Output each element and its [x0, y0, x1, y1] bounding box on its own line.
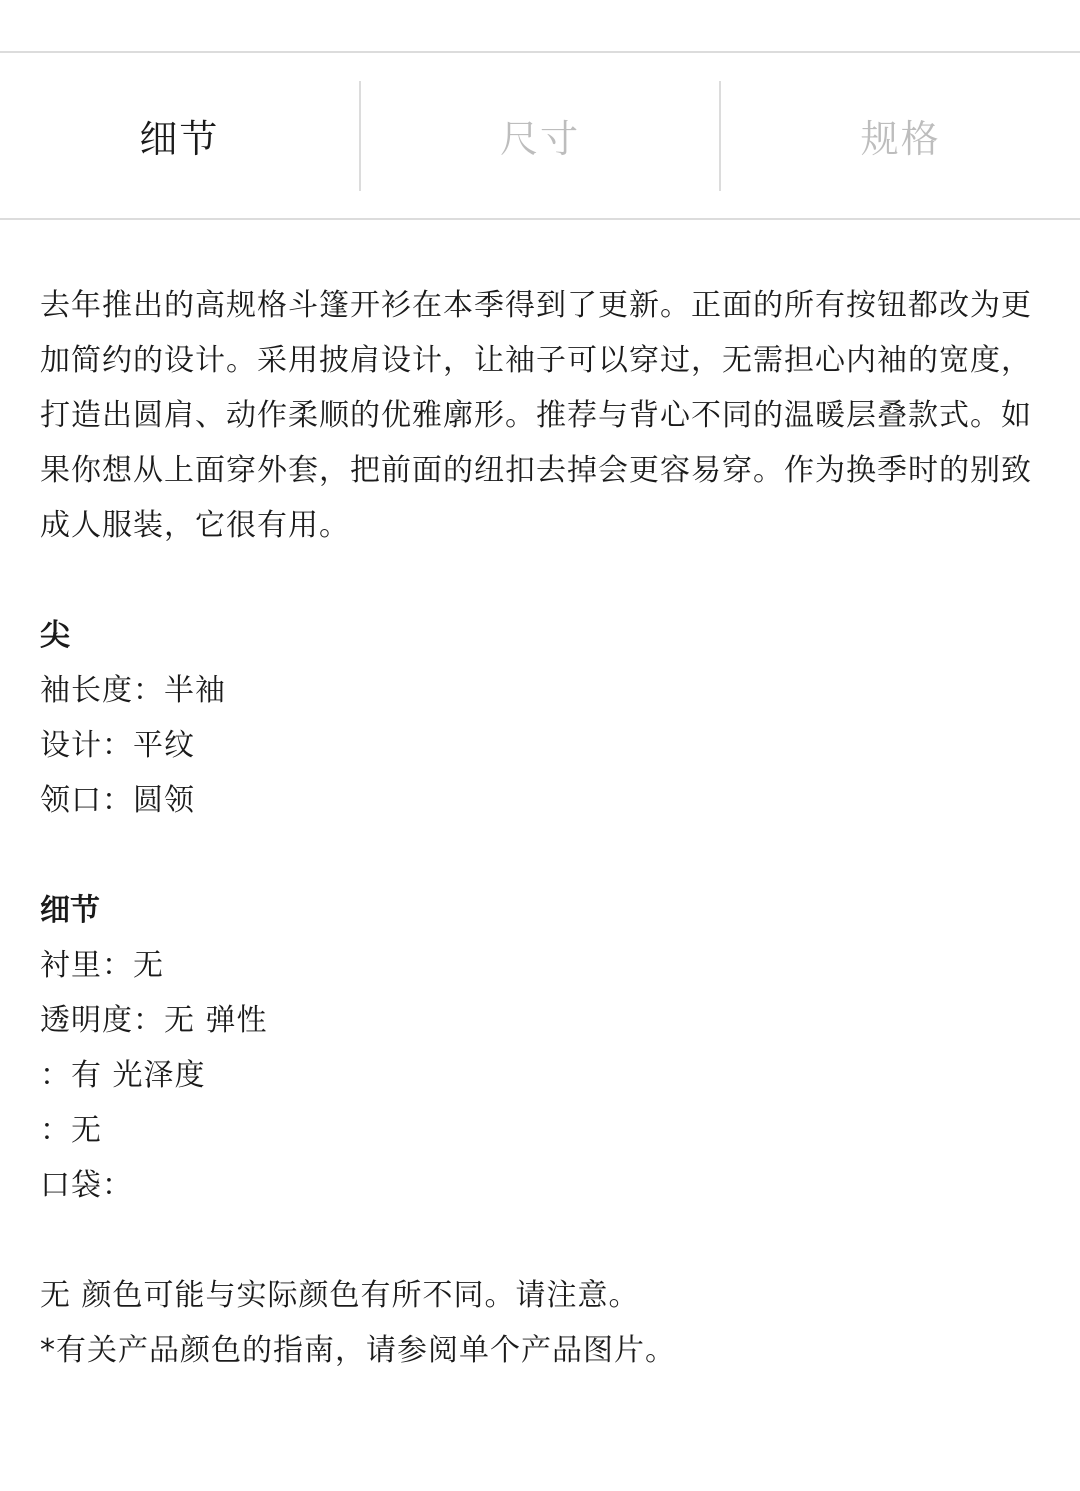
tab-details[interactable]: 细节 — [139, 117, 220, 161]
spec-line: 领口：圆领 — [40, 783, 195, 818]
tab-specs[interactable]: 规格 — [719, 81, 1080, 191]
spec-line: ：无 — [40, 1113, 102, 1148]
spec-line: 透明度：无 弹性 — [40, 1003, 268, 1038]
content-area — [0, 220, 1080, 1378]
product-description: 去年推出的高规格斗篷开衫在本季得到了更新。正面的所有按钮都改为更加简约的设计。采用披肩设计，让袖子可以穿过，无需担心内袖的宽度，打造出圆肩、动作柔顺的优雅廓形。推荐与背心不同的温暖层叠款式。如果你想从上面穿外套，把前面的纽扣去掉会更容易穿。作为换季时的别致成人服装，它很有用。 — [40, 288, 1032, 543]
spec-line: 袖长度：半袖 — [40, 673, 226, 708]
spec-line: 衬里：无 — [40, 948, 164, 983]
notes — [40, 1268, 1040, 1378]
section-tip — [40, 608, 1040, 828]
tab-size[interactable]: 尺寸 — [359, 81, 720, 191]
section-details — [40, 883, 1040, 1213]
spec-line: ：有 光泽度 — [40, 1058, 206, 1093]
section-tip-title: 尖 — [40, 618, 70, 653]
top-bar — [0, 0, 1080, 53]
color-note: 无 颜色可能与实际颜色有所不同。请注意。 — [40, 1278, 640, 1313]
spec-line: 口袋： — [40, 1168, 133, 1203]
tab-bar — [0, 53, 1080, 220]
section-details-title: 细节 — [40, 893, 100, 928]
spec-line: 设计：平纹 — [40, 728, 195, 763]
color-guide-note: *有关产品颜色的指南，请参阅单个产品图片。 — [40, 1333, 676, 1368]
